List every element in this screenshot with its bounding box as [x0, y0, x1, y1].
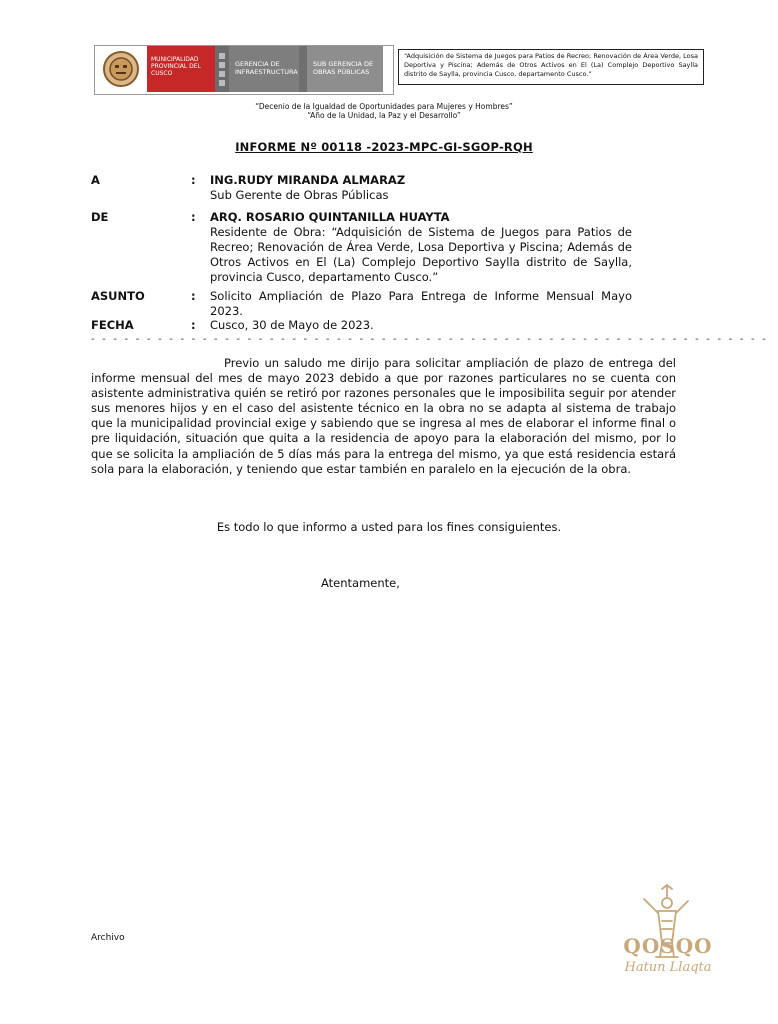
body-paragraph — [91, 356, 676, 477]
gerencia-label: GERENCIA DE INFRAESTRUCTURA — [229, 46, 299, 92]
sun-emblem-icon — [99, 49, 143, 89]
field-a-label: A — [91, 173, 100, 187]
archive-label: Archivo — [91, 933, 125, 943]
field-de-colon: : — [191, 210, 196, 224]
institution-banner — [94, 45, 394, 95]
subject-value: Solicito Ampliación de Plazo Para Entrega de Informe Mensual Mayo 2023. — [210, 289, 632, 318]
motto-line-1: “Decenio de la Igualdad de Oportunidades para Mujeres y Hombres” — [255, 102, 513, 111]
body-text: Previo un saludo me dirijo para solicitar ampliación de plazo de entrega del informe mensual del mes de mayo 2023 debido a que por razones particulares no se cuenta con asistente administrativa quién se retiró por razones personales que le imposibilita seguir por atender sus menores hijos y en el caso del asistente técnico en la obra no se adapta al sistema de trabajo que la municipalidad provincial exige y sabiendo que se ingresa al mes de elaborar el informe final o pre liquidación, situación que quita a la residencia de apoyo para la elaboración del mismo, por lo que se solicita la ampliación de 5 días más para la entrega del mismo, ya que está residencia estará sola para la elaboración, y teniendo que estar también en paralelo en la ejecución de la obra. — [91, 356, 676, 476]
field-fecha-label: FECHA — [91, 318, 134, 332]
sender-name: ARQ. ROSARIO QUINTANILLA HUAYTA — [210, 210, 450, 224]
municipality-logo — [95, 46, 147, 92]
banner-divider — [215, 46, 229, 92]
date-value: Cusco, 30 de Mayo de 2023. — [210, 318, 374, 332]
field-a-value — [210, 173, 632, 203]
project-title-box: “Adquisición de Sistema de Juegos para Patios de Recreo; Renovación de Área Verde, Losa Deportiva y Piscina; Además de Otros Activos en El (La) Complejo Deportivo Saylla distrito de Saylla, provincia Cusco, departamento Cusco.” — [398, 49, 704, 85]
field-fecha-colon: : — [191, 318, 196, 332]
qosqo-logo-subtitle: Hatun Llaqta — [624, 960, 712, 975]
field-asunto-label: ASUNTO — [91, 289, 145, 303]
recipient-position: Sub Gerente de Obras Públicas — [210, 188, 389, 202]
signoff: Atentamente, — [321, 576, 400, 590]
municipality-name: MUNICIPALIDAD PROVINCIAL DEL CUSCO — [147, 46, 215, 92]
field-de-label: DE — [91, 210, 109, 224]
field-de-value — [210, 210, 632, 285]
recipient-name: ING.RUDY MIRANDA ALMARAZ — [210, 173, 406, 187]
sender-position: Residente de Obra: “Adquisición de Sistema de Juegos para Patios de Recreo; Renovación de Área Verde, Losa Deportiva y Piscina; Además de Otros Activos en El (La) Complejo Deportivo Saylla distrito de Saylla, provincia Cusco, departamento Cusco.” — [210, 225, 632, 284]
qosqo-logo-title: QOSQO — [623, 934, 713, 958]
separator-line: - - - - - - - - - - - - - - - - - - - - - - - - - - - - - - - - - - - - - - - - - - - - - - - - - - - - - - - - - - - - - — [91, 334, 769, 345]
field-asunto-colon: : — [191, 289, 196, 303]
report-title: INFORME Nº 00118 -2023-MPC-GI-SGOP-RQH — [235, 140, 533, 154]
field-a-colon: : — [191, 173, 196, 187]
pattern-icon — [218, 51, 226, 87]
motto-line-2: “Año de la Unidad, la Paz y el Desarrollo” — [307, 111, 461, 120]
closing-line: Es todo lo que informo a usted para los fines consiguientes. — [216, 520, 562, 534]
subgerencia-label: SUB GERENCIA DE OBRAS PÚBLICAS — [299, 46, 383, 92]
